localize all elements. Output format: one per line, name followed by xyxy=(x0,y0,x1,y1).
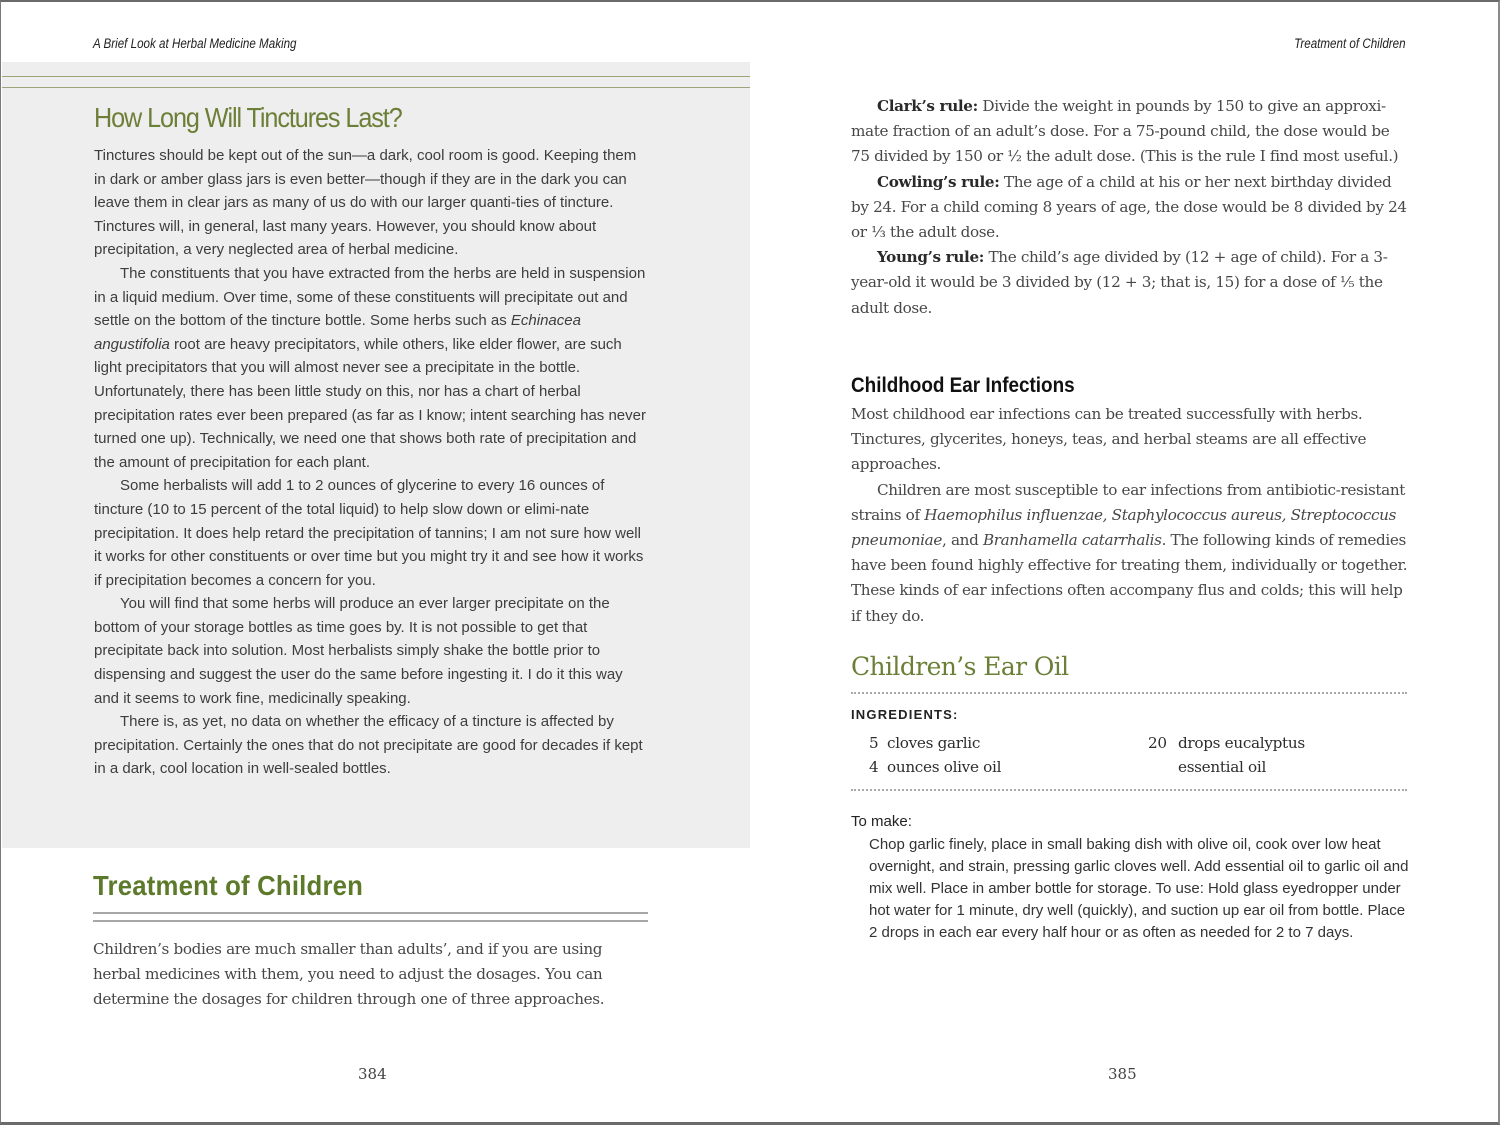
sidebar-top-rule xyxy=(2,76,750,77)
sidebar-body xyxy=(94,144,650,781)
running-head-right: Treatment of Children xyxy=(1294,36,1406,51)
sidebar-paragraph: You will find that some herbs will produce an ever larger precipitate on the bottom of your storage bottles as time goes by. It is not possible to get that precipitate back into solution. Most herbalists simply shake the bottle prior to dispensing and suggest the user do the same before ingesting it. I do it this way and it seems to work fine, medicinally speaking. xyxy=(94,595,623,707)
text-run: . The following kinds of remedies have been found highly effective for treating them, individually or together. These kinds of ear infections often accompany flus and colds; this will help if they do. xyxy=(851,531,1408,625)
tincture-sidebar-box xyxy=(2,62,750,848)
text-run: Children are most susceptible to ear infections from antibiotic-resistant strains of xyxy=(851,480,1406,524)
sidebar-paragraph: Tinctures should be kept out of the sun—a dark, cool room is good. Keeping them in dark or amber glass jars is even better—though if they are in the dark you can leave them in clear jars as many of us do with our larger quanti-ties of tincture. Tinctures will, in general, last many years. However, you should know about precipitation, a very neglected area of herbal medicine. xyxy=(94,147,637,259)
section-title: Treatment of Children xyxy=(93,870,364,901)
sidebar-paragraph: Some herbalists will add 1 to 2 ounces of glycerine to every 16 ounces of tincture (10 to 15 percent of the total liquid) to help slow down or elimi-nate precipitation. It does help retard the precipitation of tannins; I am not sure how well it works for other constituents or over time but you might try it and see how it works if precipitation becomes a concern for you. xyxy=(94,477,644,589)
ingredient-item xyxy=(1148,731,1318,779)
species-name: Echinacea angustifolia xyxy=(94,312,581,353)
ingredient-name: drops eucalyptus essential oil xyxy=(1178,734,1305,776)
sidebar-second-rule xyxy=(2,87,750,88)
rule-name: Young’s rule: xyxy=(877,248,985,267)
ingredient-name: ounces olive oil xyxy=(887,758,1002,776)
ingredient-qty: 5 xyxy=(869,734,879,752)
ingredients-column-1 xyxy=(869,731,1001,779)
rule-paragraph xyxy=(851,170,1407,246)
section-intro: Children’s bodies are much smaller than adults’, and if you are using herbal medicines with them, you need to adjust the dosages. You can determine the dosages for children through one of three approaches. xyxy=(93,940,605,1009)
sidebar-title: How Long Will Tinctures Last? xyxy=(94,102,402,133)
species-names: Haemophilus influenzae, Staphylococcus aureus, Streptococcus pneumoniae xyxy=(851,505,1397,550)
sidebar-paragraph: There is, as yet, no data on whether the efficacy of a tincture is affected by precipitation. Certainly the ones that do not precipitate are good for decades if kept in a dark, cool location in well-sealed bottles. xyxy=(94,713,643,778)
subsection-title: Childhood Ear Infections xyxy=(851,374,1075,397)
to-make-label: To make: xyxy=(851,813,912,830)
sidebar-paragraph xyxy=(94,262,650,474)
dosage-rules xyxy=(851,94,1407,321)
rule-paragraph xyxy=(851,94,1407,170)
ingredients-column-2 xyxy=(1148,731,1318,779)
ingredient-qty: 20 xyxy=(1148,734,1167,752)
page-number-left: 384 xyxy=(358,1065,387,1083)
section-double-rule xyxy=(93,912,648,922)
recipe-title: Children’s Ear Oil xyxy=(851,652,1069,681)
ear-infections-body xyxy=(851,402,1411,629)
ingredient-item xyxy=(869,755,1001,779)
text-run: The constituents that you have extracted from the herbs are held in suspension in a liquid medium. Over time, some of these constituents will precipitate out and settle on the bottom of the tincture bottle. Some herbs such as xyxy=(94,264,646,330)
ingredients-label: INGREDIENTS: xyxy=(851,707,959,722)
ingredient-item xyxy=(869,731,1001,755)
rule-text: The age of a child at his or her next birthday divided by 24. For a child coming 8 years of age, the dose would be 8 divided by 24 or ⅓ the adult dose. xyxy=(851,172,1407,242)
to-make-instructions: Chop garlic finely, place in small baking dish with olive oil, cook over low heat overnight, and strain, pressing garlic cloves well. Add essential oil to garlic oil and mix well. Place in amber bottle for storage. To use: Hold glass eyedropper under hot water for 1 minute, dry well (quickly), and suction up ear oil from bottle. Place 2 drops in each ear every half hour or as often as needed for 2 to 7 days. xyxy=(869,836,1409,941)
text-run: root are heavy precipitators, while others, like elder flower, are such light precipitators that you will almost never see a precipitate in the bottle. Unfortunately, there has been little study on this, nor has a chart of herbal precipitation rates ever been prepared (as far as I know; intent searching has never turned one up). Technically, we need one that shows both rate of precipitation and the amount of precipitation for each plant. xyxy=(94,335,646,471)
rule-name: Clark’s rule: xyxy=(877,97,978,115)
recipe-dotted-rule-bottom xyxy=(851,789,1407,791)
recipe-dotted-rule-top xyxy=(851,692,1407,694)
page-number-right: 385 xyxy=(1108,1065,1137,1083)
rule-text: The child’s age divided by (12 + age of child). For a 3-year-old it would be 3 divided by (12 + 3; that is, 15) for a dose of ⅕ the adult dose. xyxy=(851,248,1388,317)
rule-name: Cowling’s rule: xyxy=(877,172,1000,191)
running-head-left: A Brief Look at Herbal Medicine Making xyxy=(93,36,297,51)
text-run: , and xyxy=(942,531,983,550)
rule-text: Divide the weight in pounds by 150 to give an approxi-mate fraction of an adult’s dose. For a 75-pound child, the dose would be 75 divided by 150 or ½ the adult dose. (This is the rule I find most useful.) xyxy=(851,97,1399,166)
ingredient-qty: 4 xyxy=(869,758,879,776)
ear-paragraph xyxy=(851,478,1411,629)
ingredient-name: cloves garlic xyxy=(887,734,981,752)
species-name: Branhamella catarrhalis xyxy=(982,531,1162,550)
rule-paragraph xyxy=(851,245,1407,321)
ear-paragraph: Most childhood ear infections can be treated successfully with herbs. Tinctures, glycerites, honeys, teas, and herbal steams are all effective approaches. xyxy=(851,405,1367,474)
